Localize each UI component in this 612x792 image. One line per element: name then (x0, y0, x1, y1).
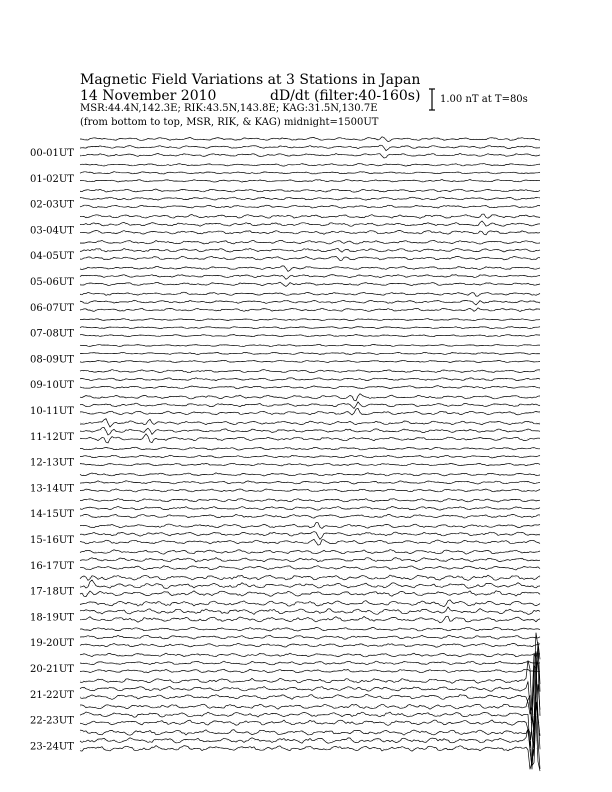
station-trace-rik (80, 249, 540, 253)
station-trace-msr (80, 666, 540, 769)
station-trace-rik (80, 221, 540, 226)
station-trace-msr (80, 256, 540, 260)
station-trace-msr (80, 282, 540, 286)
hour-label: 22-23UT (30, 715, 74, 727)
hour-label: 09-10UT (30, 380, 74, 392)
station-trace-msr (80, 408, 540, 415)
hour-label: 11-12UT (30, 431, 74, 443)
scale-label: 1.00 nT at T=80s (440, 94, 528, 105)
date-label: 14 November 2010 (80, 88, 217, 104)
station-trace-rik (80, 481, 540, 484)
hour-label: 06-07UT (30, 302, 74, 314)
station-trace-kag (80, 370, 540, 373)
station-trace-kag (80, 550, 540, 555)
station-trace-kag (80, 137, 540, 142)
station-trace-msr (80, 386, 540, 389)
station-trace-rik (80, 402, 540, 409)
hour-label: 17-18UT (30, 586, 74, 598)
station-trace-msr (80, 434, 540, 443)
filter-label: dD/dt (filter:40-160s) (270, 88, 421, 104)
hour-label: 20-21UT (30, 664, 74, 675)
hour-label: 15-16UT (30, 535, 74, 546)
hour-label: 14-15UT (30, 509, 74, 521)
station-trace-rik (80, 197, 540, 200)
hour-label: 12-13UT (30, 457, 74, 469)
hour-label: 07-08UT (30, 328, 74, 340)
hour-label: 04-05UT (30, 251, 74, 263)
station-trace-rik (80, 702, 540, 766)
station-trace-rik (80, 145, 540, 150)
hour-label: 00-01UT (30, 148, 74, 159)
station-trace-msr (80, 489, 540, 492)
station-trace-msr (80, 231, 540, 235)
station-trace-msr (80, 514, 540, 518)
station-trace-kag (80, 523, 540, 529)
hour-label: 03-04UT (30, 225, 74, 237)
hour-label: 02-03UT (30, 199, 74, 211)
station-trace-kag (80, 642, 540, 730)
hour-label: 10-11UT (30, 406, 74, 417)
station-trace-kag (80, 266, 540, 272)
hour-label: 16-17UT (30, 560, 74, 572)
station-trace-rik (80, 300, 540, 305)
station-trace-kag (80, 189, 540, 192)
station-trace-msr (80, 153, 540, 158)
station-trace-rik (80, 455, 540, 458)
station-trace-rik (80, 275, 540, 280)
station-trace-rik (80, 532, 540, 540)
station-trace-msr (80, 335, 540, 337)
station-trace-kag (80, 653, 540, 657)
station-order-note: (from bottom to top, MSR, RIK, & KAG) midnight=1500UT (80, 117, 379, 128)
hour-label: 23-24UT (30, 741, 74, 753)
hour-label: 19-20UT (30, 638, 74, 650)
chart-title: Magnetic Field Variations at 3 Stations in Japan (80, 72, 421, 88)
station-trace-msr (80, 716, 540, 771)
station-trace-kag (80, 684, 540, 766)
station-trace-kag (80, 473, 540, 476)
station-trace-rik (80, 172, 540, 174)
station-trace-kag (80, 394, 540, 401)
station-trace-msr (80, 643, 540, 647)
station-trace-msr (80, 205, 540, 208)
hour-label: 01-02UT (30, 173, 74, 185)
station-trace-kag (80, 292, 540, 296)
hour-label: 08-09UT (30, 354, 74, 366)
station-trace-rik (80, 427, 540, 435)
hour-label: 05-06UT (30, 277, 74, 288)
hour-label: 21-22UT (30, 689, 74, 701)
station-trace-rik (80, 580, 540, 588)
station-trace-rik (80, 651, 540, 769)
hour-label: 13-14UT (30, 483, 74, 495)
station-coordinates: MSR:44.4N,142.3E; RIK:43.5N,143.8E; KAG:31.5N,130.7E (80, 103, 378, 114)
hour-label: 18-19UT (30, 612, 74, 624)
station-trace-rik (80, 607, 540, 614)
